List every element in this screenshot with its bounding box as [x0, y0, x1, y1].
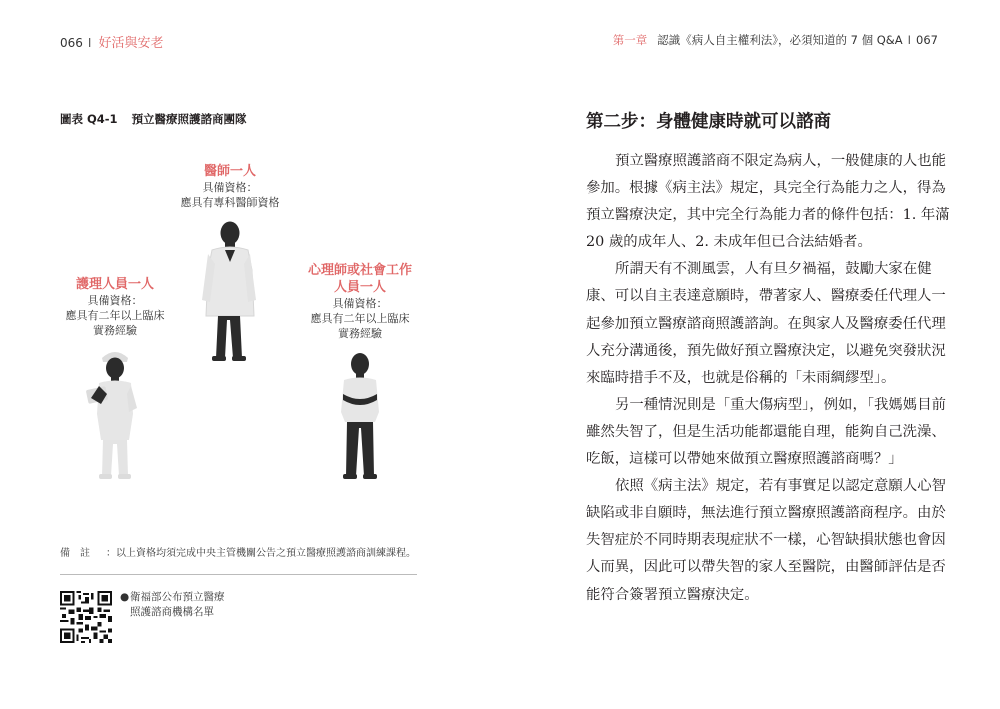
body-line: 人而異，因此可以帶失智的家人至醫院，由醫師評估是否: [586, 559, 946, 576]
body-line: 失智症於不同時期表現症狀不一樣，心智缺損狀態也會因: [586, 532, 946, 549]
body-line: 所謂天有不測風雲，人有旦夕禍福，鼓勵大家在健: [615, 261, 932, 278]
body-line: 來臨時措手不及，也就是俗稱的「未雨綢繆型」。: [586, 369, 896, 386]
note-text: ：以上資格均須完成中央主管機關公告之預立醫療照護諮商訓練課程。: [106, 548, 416, 559]
qualification-line: 實務經驗: [338, 327, 382, 340]
body-line: 依照《病主法》規定，若有事實足以認定意願人心智: [615, 478, 946, 495]
qualification-line: 實務經驗: [93, 324, 137, 337]
role-doctor: [165, 163, 295, 210]
body-line: 起參加預立醫療諮商照護諮詢。在與家人及醫療委任代理: [586, 315, 946, 332]
page-number: 066: [60, 36, 83, 50]
bullet: ●: [120, 591, 130, 603]
figure-title: [60, 111, 247, 127]
nurse-icon: [85, 348, 145, 482]
qr-caption-line: 衛福部公布預立醫療: [130, 591, 225, 603]
role-psychologist-social-worker: [295, 262, 425, 341]
section-heading: 第二步：身體健康時就可以諮商: [586, 112, 831, 132]
chapter-title: 認識《病人自主權利法》，必須知道的 7 個 Q&A: [657, 33, 903, 47]
role-name: 心理師或社會工作: [307, 263, 412, 278]
qualification-label: 具備資格：: [87, 294, 143, 307]
note-label: 備註: [60, 548, 100, 559]
chapter-label: 第一章: [612, 33, 648, 47]
figure-caption: 預立醫療照護諮商團隊: [131, 112, 247, 126]
figure-note: [60, 544, 416, 559]
role-name: 人員一人: [333, 280, 386, 295]
role-name: 醫師一人: [203, 164, 256, 179]
qr-caption: [120, 590, 225, 620]
qualification-label: 具備資格：: [202, 181, 258, 194]
body-text: [586, 148, 950, 609]
body-line: 預立醫療照護諮商不限定為病人，一般健康的人也能: [615, 153, 946, 169]
body-line: 20 歲的成年人、2. 未成年但已合法結婚者。: [586, 234, 872, 251]
body-line: 雖然失智了，但是生活功能都還能自理，能夠自己洗澡、: [586, 423, 946, 440]
qualification-label: 具備資格：: [332, 297, 388, 310]
running-header-right: [613, 32, 938, 48]
doctor-icon: [196, 220, 262, 362]
running-header-left: [60, 32, 163, 51]
body-line: 康、可以自主表達意願時，帶著家人、醫療委任代理人一: [586, 288, 946, 305]
qr-caption-line: 照護諮商機構名單: [130, 606, 214, 618]
social-worker-icon: [335, 352, 385, 482]
qualification-line: 應具有二年以上臨床: [65, 309, 165, 322]
header-separator: I: [907, 33, 912, 47]
figure-label: 圖表 Q4-1: [60, 112, 118, 126]
role-name: 護理人員一人: [75, 277, 154, 292]
header-separator: I: [87, 36, 92, 50]
qr-code-icon: [60, 591, 112, 643]
page-number: 067: [916, 33, 938, 47]
body-line: 預立醫療決定，其中完全行為能力者的條件包括：1. 年滿: [586, 207, 950, 224]
body-line: 缺陷或非自願時，無法進行預立醫療照護諮商程序。由於: [586, 505, 946, 522]
book-title: 好活與安老: [98, 36, 164, 51]
body-line: 另一種情況則是「重大傷病型」，例如，「我媽媽目前: [615, 396, 946, 413]
qualification-line: 應具有專科醫師資格: [180, 196, 280, 209]
body-line: 吃飯，這樣可以帶她來做預立醫療照護諮商嗎？」: [586, 451, 903, 468]
divider: [60, 574, 417, 575]
body-line: 能符合簽署預立醫療決定。: [586, 586, 759, 603]
qualification-line: 應具有二年以上臨床: [310, 312, 410, 325]
role-nurse: [50, 276, 180, 338]
body-line: 參加。根據《病主法》規定，具完全行為能力之人，得為: [586, 180, 946, 197]
right-page: [500, 0, 1000, 709]
body-line: 人充分溝通後，預先做好預立醫療決定，以避免突發狀況: [586, 342, 946, 359]
